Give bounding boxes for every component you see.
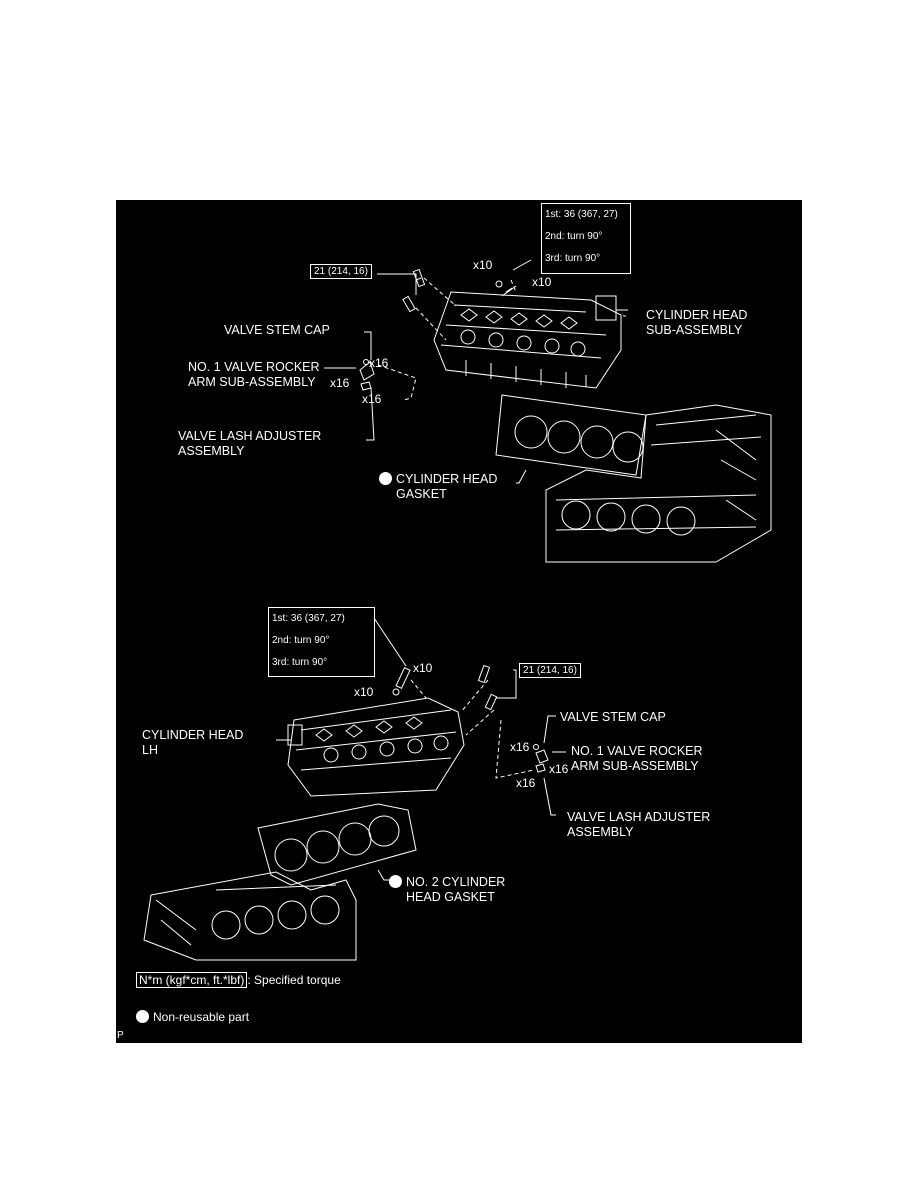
- lower-rocker-arm-label: NO. 1 VALVE ROCKER ARM SUB-ASSEMBLY: [571, 744, 703, 773]
- exploded-diagram: [116, 200, 802, 1043]
- upper-torque-step-3: 3rd: turn 90°: [545, 253, 601, 264]
- legend-torque: [136, 973, 341, 988]
- lower-valve-stem-cap-label: VALVE STEM CAP: [560, 710, 666, 724]
- nonreusable-dot-icon: [379, 472, 392, 485]
- lower-qty-bolt-left: x10: [354, 685, 374, 699]
- cylinder-head-rh-drawing: [434, 292, 628, 388]
- lower-gasket-drawing: [258, 804, 416, 885]
- cylinder-head-lh-drawing: [288, 698, 464, 796]
- legend-torque-unit: N*m (kgf*cm, ft.*lbf): [136, 972, 247, 988]
- corner-mark: P: [117, 1030, 124, 1041]
- upper-gasket-drawing: [496, 395, 646, 475]
- lower-torque-step-3: 3rd: turn 90°: [272, 657, 328, 668]
- lower-qty-adjuster: x16: [516, 776, 536, 790]
- lower-torque-step-2: 2nd: turn 90°: [272, 635, 330, 646]
- lower-gasket-label: NO. 2 CYLINDER HEAD GASKET: [389, 875, 505, 905]
- legend-nonreusable-text: Non-reusable part: [153, 1010, 250, 1024]
- legend-torque-text: : Specified torque: [247, 973, 341, 987]
- upper-dashed-lines: [378, 278, 516, 400]
- lower-engine-block-drawing: [144, 872, 356, 960]
- upper-qty-rocker: x16: [330, 376, 350, 390]
- lower-small-parts-drawing: [534, 745, 549, 773]
- upper-cylinder-head-label: CYLINDER HEAD SUB-ASSEMBLY: [646, 308, 748, 337]
- lower-torque-sequence-box: [268, 607, 375, 677]
- upper-qty-cap: x16: [369, 356, 389, 370]
- lower-qty-cap: x16: [510, 740, 530, 754]
- upper-engine-block-drawing: [546, 405, 771, 562]
- upper-qty-bolt-right: x10: [532, 275, 552, 289]
- nonreusable-dot-icon: [136, 1010, 149, 1023]
- upper-qty-adjuster: x16: [362, 392, 382, 406]
- lower-torque-step-1: 1st: 36 (367, 27): [272, 613, 345, 624]
- lower-torque-box: 21 (214, 16): [519, 663, 581, 678]
- upper-valve-stem-cap-label: VALVE STEM CAP: [224, 323, 330, 337]
- upper-torque-step-1: 1st: 36 (367, 27): [545, 209, 618, 220]
- nonreusable-dot-icon: [389, 875, 402, 888]
- upper-torque-step-2: 2nd: turn 90°: [545, 231, 603, 242]
- upper-lash-adjuster-label: VALVE LASH ADJUSTER ASSEMBLY: [178, 429, 322, 458]
- lower-qty-bolt-right: x10: [413, 661, 433, 675]
- upper-rocker-arm-label: NO. 1 VALVE ROCKER ARM SUB-ASSEMBLY: [188, 360, 320, 389]
- legend-nonreusable: [136, 1010, 249, 1025]
- lower-lash-adjuster-label: VALVE LASH ADJUSTER ASSEMBLY: [567, 810, 711, 839]
- lower-cylinder-head-label: CYLINDER HEAD LH: [142, 728, 244, 757]
- upper-torque-sequence-box: [541, 203, 631, 274]
- upper-qty-bolt-left: x10: [473, 258, 493, 272]
- upper-torque-box: 21 (214, 16): [310, 264, 372, 279]
- upper-gasket-label: CYLINDER HEAD GASKET: [379, 472, 497, 502]
- lower-qty-rocker: x16: [549, 762, 569, 776]
